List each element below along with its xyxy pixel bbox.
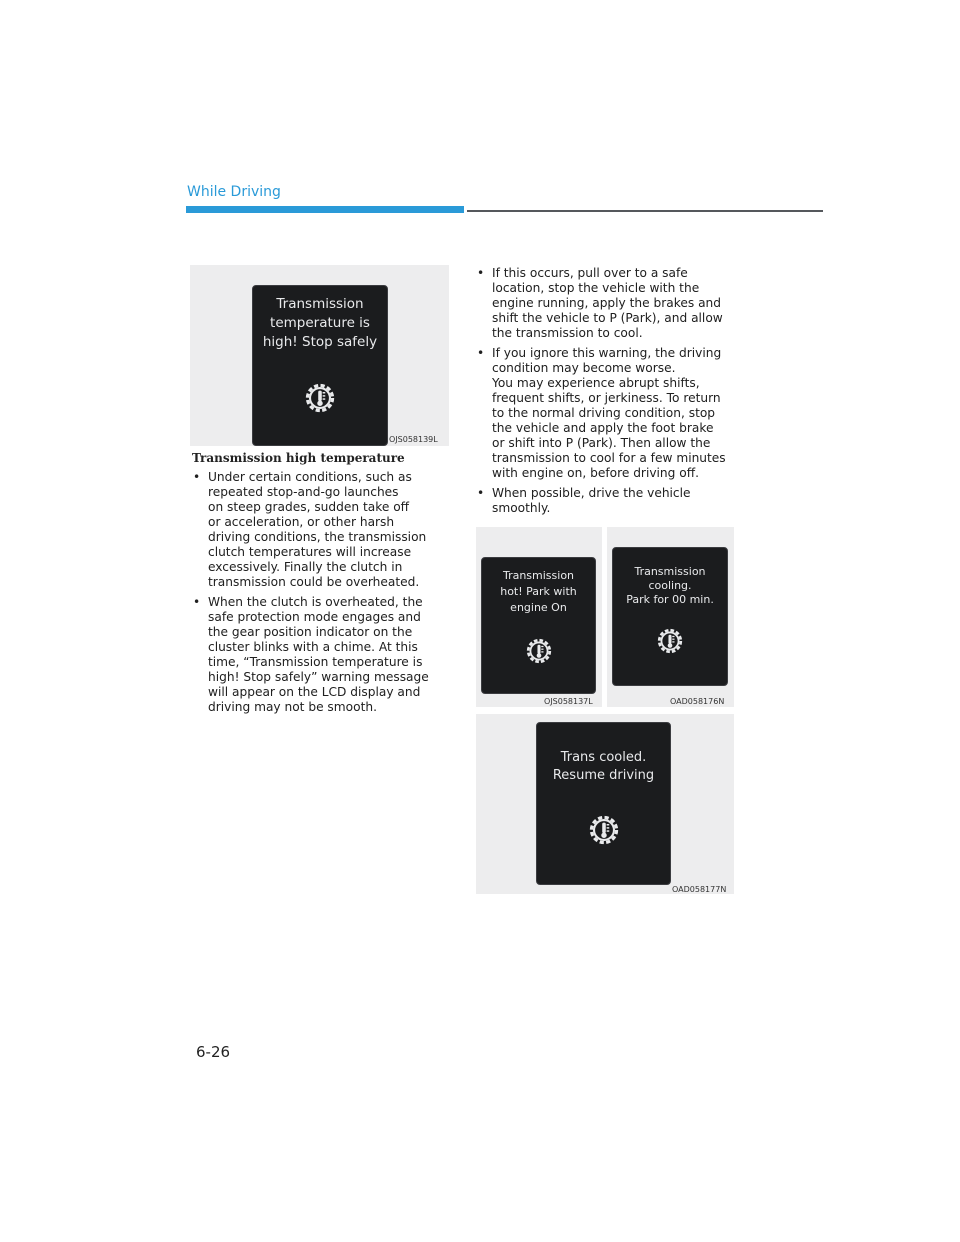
list-item: • When possible, drive the vehicle smoothly. xyxy=(475,486,737,516)
figure-code: OJS058139L xyxy=(389,435,438,444)
list-item: • If this occurs, pull over to a safe location, stop the vehicle with the engine running, apply the brakes and shift the vehicle to P (Park), and allow the transmission to cool. xyxy=(475,266,737,341)
transmission-temperature-warning-icon xyxy=(299,377,341,419)
lcd-display xyxy=(252,285,388,446)
lcd-display xyxy=(536,722,671,885)
lcd-message: Transmission hot! Park with engine On xyxy=(500,569,577,614)
transmission-temperature-warning-icon xyxy=(521,633,557,669)
figure-code: OJS058137L xyxy=(544,697,593,706)
transmission-temperature-warning-icon xyxy=(583,809,625,851)
lcd-message: Transmission temperature is high! Stop safely xyxy=(262,296,378,350)
lcd-display xyxy=(481,557,596,694)
list-item: • Under certain conditions, such as repeated stop-and-go launches on steep grades, sudden take off or acceleration, or other harsh driving conditions, the transmission clutch temperatures will increase excessively. Finally the clutch in transmission could be overheated. xyxy=(191,470,449,590)
list-item: • When the clutch is overheated, the safe protection mode engages and the gear position indicator on the cluster blinks with a chime. At this time, “Transmission temperature is high! Stop safely” warning message will appear on the LCD display and driving may not be smooth. xyxy=(191,595,449,715)
lcd-message: Transmission cooling. Park for 00 min. xyxy=(626,565,714,606)
transmission-temperature-warning-icon xyxy=(652,623,688,659)
figure-transmission-hot xyxy=(476,527,602,707)
list-item: • If you ignore this warning, the driving condition may become worse. You may experience abrupt shifts, frequent shifts, or jerkiness. To return to the normal driving condition, stop the vehicle and apply the foot brake or shift into P (Park). Then allow the transmission to cool for a few minutes with engine on, before driving off. xyxy=(475,346,737,481)
page-number: 6-26 xyxy=(196,1043,231,1061)
header-accent-bar xyxy=(186,206,464,213)
header-divider xyxy=(467,210,823,212)
left-bullet-list xyxy=(191,470,449,720)
figure-transmission-temp-high xyxy=(190,265,449,446)
figure-code: OAD058176N xyxy=(670,697,725,706)
lcd-display xyxy=(612,547,728,686)
figure-caption: Transmission high temperature xyxy=(192,451,405,465)
lcd-message: Trans cooled. Resume driving xyxy=(552,750,655,783)
figure-code: OAD058177N xyxy=(672,885,727,894)
right-bullet-list xyxy=(475,266,737,521)
figure-transmission-cooling xyxy=(607,527,734,707)
figure-transmission-cooled xyxy=(476,714,734,894)
section-title: While Driving xyxy=(187,184,281,200)
